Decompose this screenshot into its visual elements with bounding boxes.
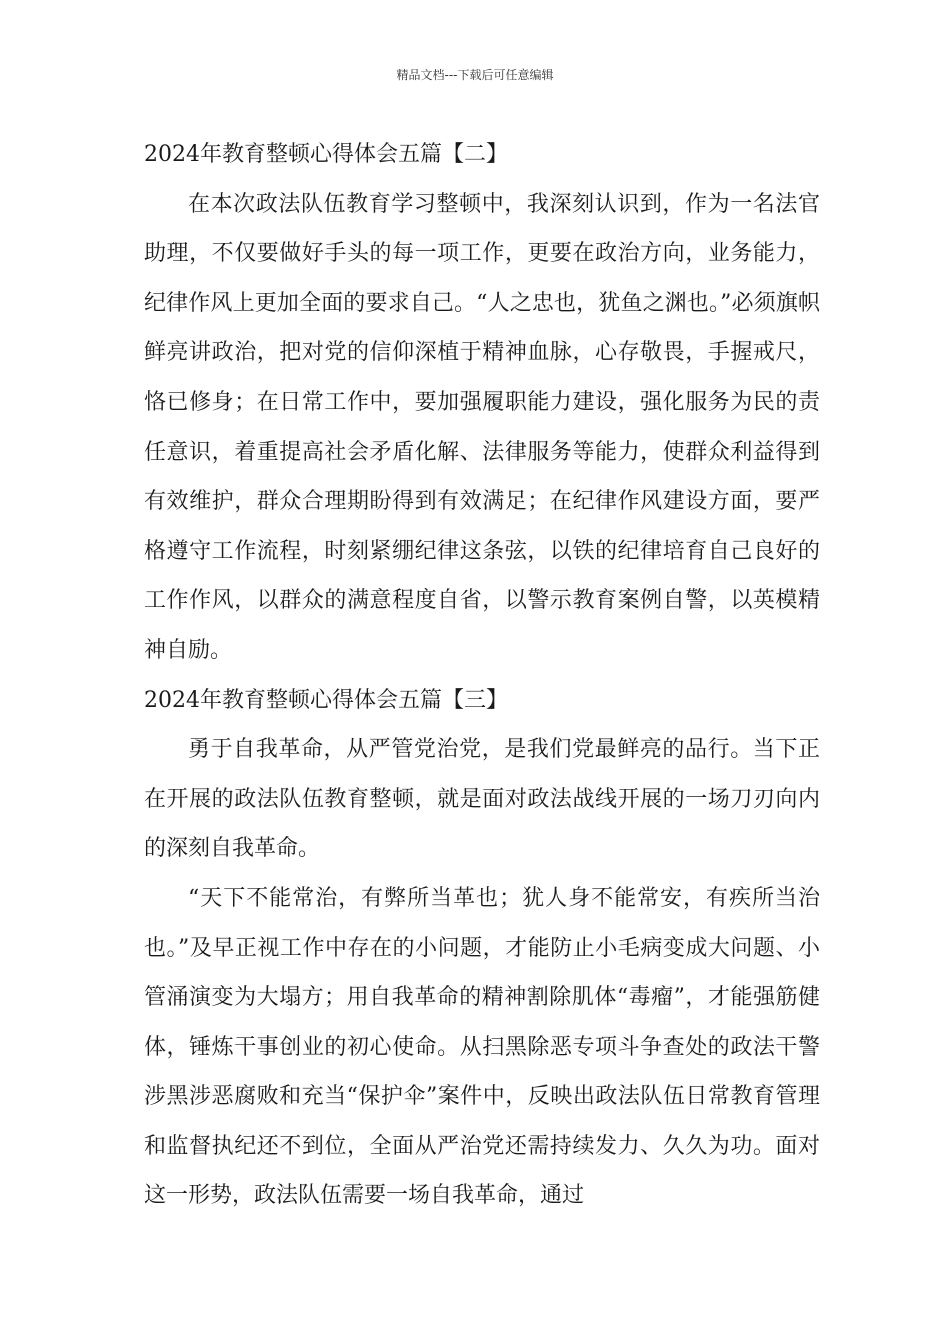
page-header: 精品文档---下载后可任意编辑 [396, 68, 554, 82]
paragraph: “天下不能常治，有弊所当革也；犹人身不能常安，有疾所当治也。”及早正视工作中存在的小问题，才能防止小毛病变成大问题、小管涌演变为大塌方；用自我革命的精神割除肌体“毒瘤”，才能强筋健体，锤炼干事创业的初心使命。从扫黑除恶专项斗争查处的政法干警涉黑涉恶腐败和充当“保护伞”案件中，反映出政法队伍日常教育管理和监督执纪还不到位，全面从严治党还需持续发力、久久为功。面对这一形势，政法队伍需要一场自我革命，通过 [144, 885, 820, 1209]
document-body [144, 130, 820, 1221]
paragraph: 在本次政法队伍教育学习整顿中，我深刻认识到，作为一名法官助理，不仅要做好手头的每一项工作，更要在政治方向，业务能力，纪律作风上更加全面的要求自己。“人之忠也，犹鱼之渊也。”必须旗帜鲜亮讲政治，把对党的信仰深植于精神血脉，心存敬畏，手握戒尺，恪已修身；在日常工作中，要加强履职能力建设，强化服务为民的责任意识，着重提高社会矛盾化解、法律服务等能力，使群众利益得到有效维护，群众合理期盼得到有效满足；在纪律作风建设方面，要严格遵守工作流程，时刻紧绷纪律这条弦，以铁的纪律培育自己良好的工作作风，以群众的满意程度自省，以警示教育案例自警，以英模精神自励。 [144, 191, 820, 663]
section-heading-3: 2024年教育整顿心得体会五篇【三】 [144, 687, 508, 713]
section-heading-2: 2024年教育整顿心得体会五篇【二】 [144, 142, 508, 167]
paragraph: 勇于自我革命，从严管党治党，是我们党最鲜亮的品行。当下正在开展的政法队伍教育整顿，就是面对政法战线开展的一场刀刃向内的深刻自我革命。 [144, 737, 820, 862]
